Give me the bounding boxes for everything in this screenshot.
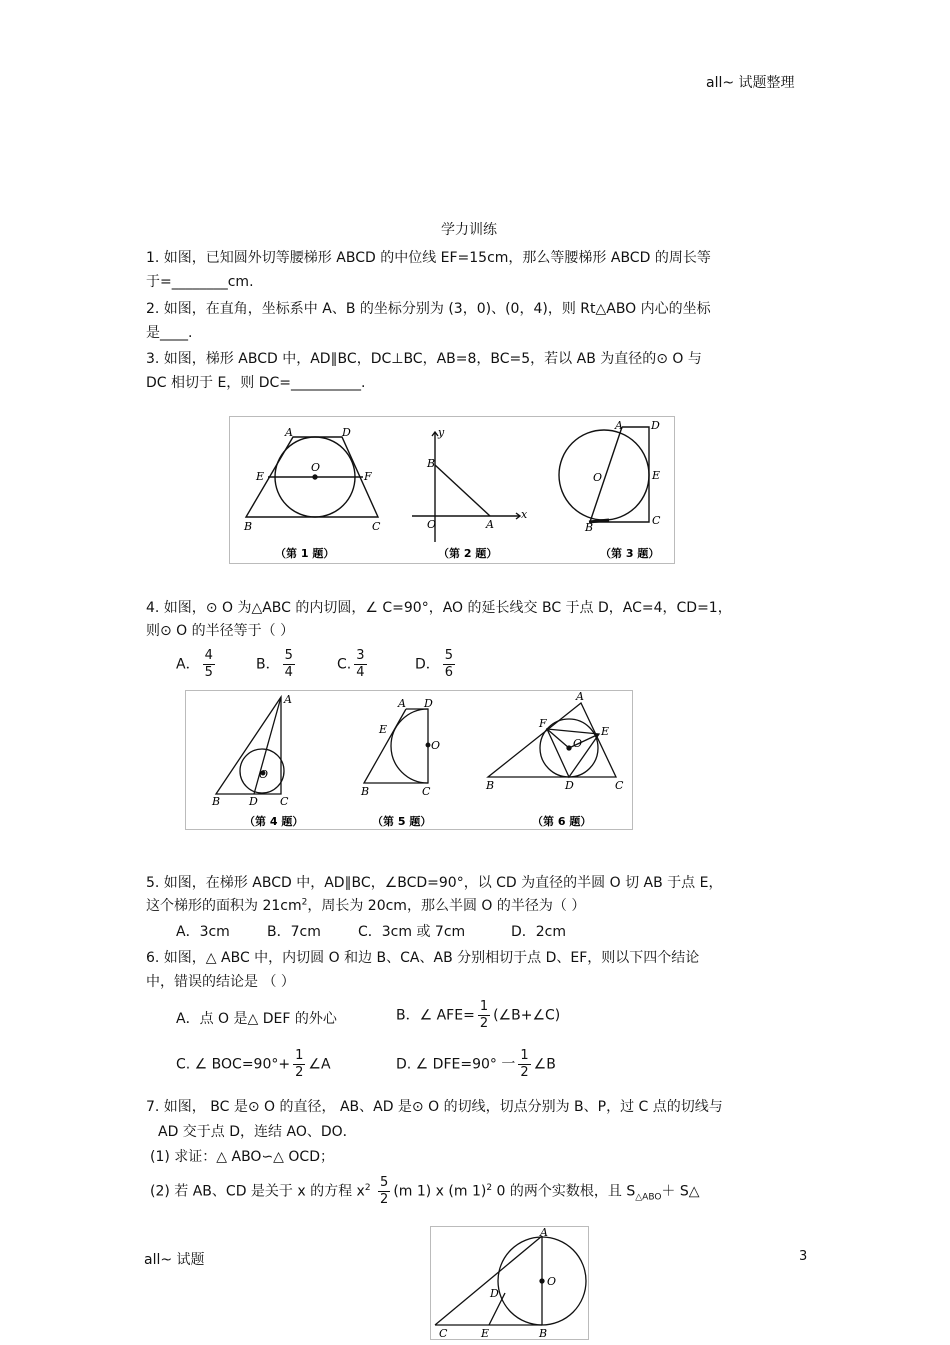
q5-option-d[interactable]: D．2cm — [511, 924, 567, 940]
fig3-label-d: D — [651, 419, 660, 432]
fig2-caption: （第 2 题） — [438, 547, 498, 560]
fig1-label-f: F — [364, 470, 372, 483]
figure-1 — [246, 437, 378, 517]
fig3-label-c: C — [652, 514, 661, 527]
fig1-label-e: E — [256, 470, 265, 483]
fig5-label-b: B — [361, 785, 370, 798]
q7-part1: (1) 求证：△ ABO∽△ OCD； — [150, 1149, 334, 1165]
q6-line2: 中，错误的结论是 （ ） — [146, 974, 295, 990]
fig7-label-b: B — [539, 1327, 548, 1339]
fig5-label-e: E — [379, 723, 388, 736]
fig5-label-d: D — [424, 697, 433, 710]
fig7-label-a: A — [540, 1227, 548, 1239]
q4-option-a[interactable]: A． $\frac{4}{5}$ — [176, 648, 213, 680]
fig3-caption: （第 3 题） — [600, 547, 660, 560]
q3-line1: 3. 如图，梯形 ABCD 中，AD∥BC，DC⊥BC，AB=8，BC=5，若以 AB 为直径的⊙ O 与 — [146, 351, 702, 367]
figure-7 — [430, 1226, 589, 1340]
fig1-caption: （第 1 题） — [275, 547, 335, 560]
q5-line2: 这个梯形的面积为 $21cm^2$，周长为 20cm，那么半圆 O 的半径为（ ） — [146, 897, 586, 914]
q4-option-b[interactable]: B． $\frac{5}{4}$ — [256, 648, 293, 680]
fig7-label-d: D — [490, 1287, 499, 1300]
fig3-label-e: E — [652, 469, 661, 482]
q7-line1: 7. 如图， BC 是⊙ O 的直径， AB、AD 是⊙ O 的切线，切点分别为 B、P，过 C 点的切线与 — [146, 1099, 723, 1115]
q1-line2: 于=________cm. — [146, 274, 254, 290]
q7-part2: (2) 若 AB、CD 是关于 x 的方程 $x^2$ $\frac{5}{2}$ (m 1) x (m 1)$^2$ 0 的两个实数根，且 $S_{\triangle ABO}+$ S△ — [150, 1175, 700, 1207]
fig6-label-f: F — [539, 717, 547, 730]
figures-4-6 — [186, 691, 632, 829]
fig3-label-b: B — [585, 521, 594, 534]
fig1-label-d: D — [342, 426, 351, 439]
header-right: all~ 试题整理 — [706, 75, 795, 91]
fig2-label-b: B — [427, 457, 436, 470]
fig5-label-c: C — [422, 785, 431, 798]
figure-3 — [559, 427, 649, 522]
fig5-label-o: O — [431, 739, 441, 752]
q6-option-d[interactable]: D. ∠ DFE=90° 一 $\frac{1}{2}$ ∠B — [396, 1048, 556, 1080]
q4-line1: 4. 如图，⊙ O 为△ABC 的内切圆，∠ C=90°，AO 的延长线交 BC 于点 D，AC=4，CD=1， — [146, 600, 732, 616]
footer-left: all~ 试题 — [144, 1252, 205, 1268]
fig1-label-b: B — [244, 520, 253, 533]
fig4-label-b: B — [212, 795, 221, 808]
q6-option-a[interactable]: A．点 O 是△ DEF 的外心 — [176, 1011, 337, 1027]
fig6-label-a: A — [576, 691, 584, 703]
fig3-label-o: O — [593, 471, 603, 484]
fig1-label-a: A — [285, 426, 293, 439]
fig7-label-o: O — [547, 1275, 557, 1288]
page-number: 3 — [799, 1249, 808, 1264]
figure-5 — [364, 709, 430, 783]
fig7-label-c: C — [439, 1327, 448, 1339]
section-title: 学力训练 — [441, 222, 497, 238]
fig6-caption: （第 6 题） — [532, 815, 592, 828]
q4-option-c[interactable]: C. $\frac{3}{4}$ — [337, 648, 365, 680]
fig5-caption: （第 5 题） — [372, 815, 432, 828]
figure-4 — [216, 697, 284, 794]
q2-line1: 2. 如图，在直角，坐标系中 A、B 的坐标分别为 (3，0)、(0，4)，则 Rt△ABO 内心的坐标 — [146, 301, 711, 317]
q2-line2: 是____. — [146, 325, 193, 341]
fig3-label-a: A — [615, 419, 623, 432]
q4-option-d[interactable]: D． $\frac{5}{6}$ — [415, 648, 454, 680]
fig6-label-c: C — [615, 779, 624, 792]
fig4-label-o: O — [259, 768, 269, 781]
figure-6 — [488, 703, 616, 777]
figure-row-2 — [185, 690, 633, 830]
fig6-label-e: E — [601, 725, 610, 738]
figures-1-3 — [230, 417, 674, 563]
fig2-label-x: x — [521, 508, 528, 521]
q6-option-c[interactable]: C. ∠ BOC=90°+ $\frac{1}{2}$ ∠A — [176, 1048, 331, 1080]
fig6-label-b: B — [486, 779, 495, 792]
q4-line2: 则⊙ O 的半径等于（ ） — [146, 623, 295, 639]
q5-option-c[interactable]: C．3cm 或 7cm — [358, 924, 466, 940]
fig5-label-a: A — [398, 697, 406, 710]
fig6-label-o: O — [573, 737, 583, 750]
fig4-label-d: D — [249, 795, 258, 808]
figure-row-1 — [229, 416, 675, 564]
fig4-label-c: C — [280, 795, 289, 808]
fig2-label-a: A — [486, 518, 494, 531]
q1-line1: 1. 如图，已知圆外切等腰梯形 ABCD 的中位线 EF=15cm，那么等腰梯形 ABCD 的周长等 — [146, 250, 711, 266]
q5-line1: 5. 如图，在梯形 ABCD 中，AD∥BC，∠BCD=90°，以 CD 为直径的半圆 O 切 AB 于点 E， — [146, 875, 723, 891]
fig2-label-o: O — [427, 518, 437, 531]
q5-option-a[interactable]: A．3cm — [176, 924, 230, 940]
fig4-label-a: A — [284, 693, 292, 706]
fig6-label-d: D — [565, 779, 574, 792]
q3-line2: DC 相切于 E，则 DC=__________. — [146, 375, 366, 391]
fig1-label-o: O — [311, 461, 321, 474]
q6-line1: 6. 如图，△ ABC 中，内切圆 O 和边 B、CA、AB 分别相切于点 D、EF，则以下四个结论 — [146, 950, 700, 966]
q6-option-b[interactable]: B．∠ AFE= $\frac{1}{2}$ (∠B+∠C) — [396, 999, 561, 1031]
q5-option-b[interactable]: B．7cm — [267, 924, 321, 940]
fig2-label-y: y — [438, 426, 445, 439]
fig1-label-c: C — [372, 520, 381, 533]
q7-line2: AD 交于点 D，连结 AO、DO． — [158, 1124, 357, 1140]
fig4-caption: （第 4 题） — [244, 815, 304, 828]
fig7-label-e: E — [481, 1327, 490, 1339]
